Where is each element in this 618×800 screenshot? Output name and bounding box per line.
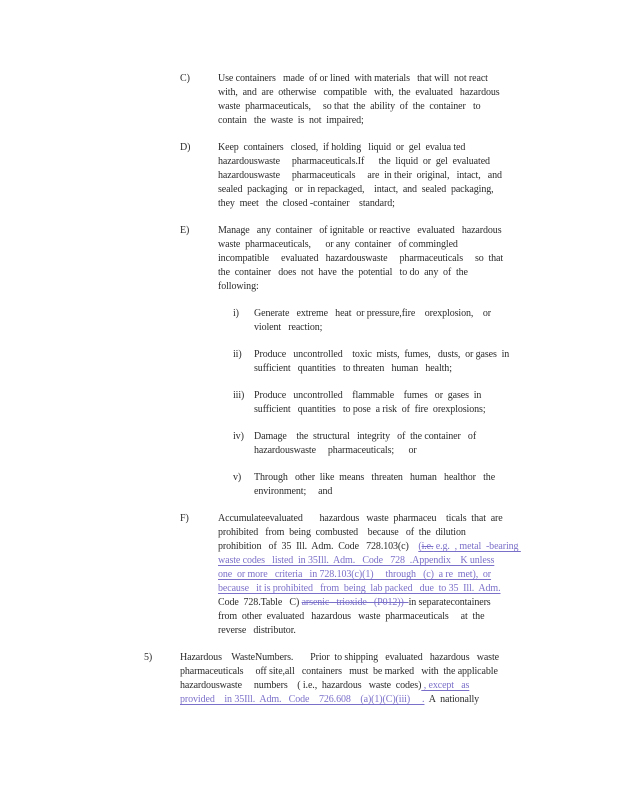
text-line — [218, 141, 502, 155]
item-body — [254, 307, 491, 335]
text-line — [180, 651, 499, 665]
item-label: E) — [180, 225, 190, 236]
item-label: i) — [233, 308, 239, 319]
inserted-text: because it is prohibited from being lab packed due to 35 Ill. Adm. — [218, 583, 501, 594]
text-run: Damage the structural integrity of the container of — [254, 431, 477, 442]
text-line — [254, 471, 495, 485]
text-run: from other evaluated hazardous waste pharmaceuticals at the — [218, 611, 485, 622]
item-iii — [233, 389, 618, 417]
item-label: F) — [180, 513, 189, 524]
inserted-text: e.g. , metal -bearing — [433, 541, 521, 552]
item-iv — [233, 430, 618, 458]
text-line — [254, 403, 486, 417]
item-body — [218, 72, 500, 128]
inserted-deleted-text: i.e. — [421, 541, 434, 552]
text-run: waste pharmaceuticals, or any container of commingled — [218, 239, 458, 250]
text-line — [218, 568, 521, 582]
text-run: sufficient quantities to pose a risk of fire orexplosions; — [254, 404, 486, 415]
text-line — [218, 238, 503, 252]
text-run: Accumulateevaluated hazardous waste pharmaceu ticals that are — [218, 513, 503, 524]
item-body — [254, 430, 476, 458]
item-D — [180, 141, 618, 211]
text-run: Manage any container of ignitable or reactive evaluated hazardous — [218, 225, 502, 236]
text-run: hazardouswaste numbers ( i.e., hazardous waste codes) — [180, 680, 422, 691]
item-F — [180, 512, 618, 638]
item-C — [180, 72, 618, 128]
item-label: D) — [180, 142, 191, 153]
text-line — [218, 526, 521, 540]
item-label: iv) — [233, 431, 244, 442]
item-5 — [144, 651, 618, 707]
text-run: sufficient quantities to threaten human health; — [254, 363, 452, 374]
item-body — [254, 389, 486, 417]
text-line — [254, 389, 486, 403]
text-run: sealed packaging or in repackaged, intact, and sealed packaging, — [218, 184, 494, 195]
text-line — [218, 100, 500, 114]
item-body — [254, 348, 509, 376]
text-run: Keep containers closed, if holding liquid or gel evalua ted — [218, 142, 466, 153]
inserted-text: provided in 35Ill. Adm. Code 726.608 (a)(1)(C)(iii) . — [180, 694, 425, 705]
item-body — [218, 512, 521, 638]
text-line — [218, 280, 503, 294]
text-line — [218, 155, 502, 169]
text-line — [180, 665, 499, 679]
text-line — [254, 485, 495, 499]
text-line — [218, 183, 502, 197]
text-run: with, and are otherwise compatible with, the evaluated hazardous — [218, 87, 500, 98]
item-label: ii) — [233, 349, 242, 360]
item-ii — [233, 348, 618, 376]
text-line — [254, 348, 509, 362]
text-run: violent reaction; — [254, 322, 323, 333]
item-label: iii) — [233, 390, 245, 401]
text-line — [218, 252, 503, 266]
inserted-text: waste codes listed in 35Ill. Adm. Code 728 .Appendix K unless — [218, 555, 495, 566]
text-line — [254, 321, 491, 335]
item-label: 5) — [144, 652, 153, 663]
text-run: following: — [218, 281, 259, 292]
text-line — [218, 610, 521, 624]
text-line — [254, 362, 509, 376]
text-line — [218, 72, 500, 86]
text-run: prohibited from being combusted because of the dilution — [218, 527, 466, 538]
text-run: pharmaceuticals off site,all containers must be marked with the applicable — [180, 666, 498, 677]
text-run: Code 728.Table C) — [218, 597, 302, 608]
item-v — [233, 471, 618, 499]
item-i — [233, 307, 618, 335]
text-line — [180, 679, 499, 693]
text-run: the container does not have the potential to do any of the — [218, 267, 468, 278]
text-line — [218, 512, 521, 526]
item-E — [180, 224, 618, 294]
text-run: environment; and — [254, 486, 333, 497]
text-line — [218, 86, 500, 100]
text-run: Produce uncontrolled toxic mists, fumes, dusts, or gases in — [254, 349, 510, 360]
text-run: hazardouswaste pharmaceuticals.If the liquid or gel evaluated — [218, 156, 490, 167]
text-line — [218, 266, 503, 280]
text-run: prohibition of 35 Ill. Adm. Code 728.103(c) — [218, 541, 419, 552]
text-run: hazardouswaste pharmaceuticals are in their original, intact, and — [218, 170, 502, 181]
inserted-text: ( — [418, 541, 422, 552]
text-line — [218, 114, 500, 128]
text-run: Through other like means threaten human healthor the — [254, 472, 496, 483]
item-label: v) — [233, 472, 242, 483]
text-line — [180, 693, 499, 707]
text-run: A nationally — [424, 694, 480, 705]
text-run: reverse distributor. — [218, 625, 296, 636]
text-line — [218, 540, 521, 554]
text-line — [218, 582, 521, 596]
text-line — [218, 554, 521, 568]
text-run: Use containers made of or lined with materials that will not react — [218, 73, 488, 84]
item-label: C) — [180, 73, 190, 84]
text-run: Hazardous WasteNumbers. Prior to shipping evaluated hazardous waste — [180, 652, 499, 663]
text-line — [254, 307, 491, 321]
text-line — [254, 444, 476, 458]
text-line — [218, 596, 521, 610]
text-run: they meet the closed -container standard; — [218, 198, 395, 209]
inserted-text: one or more criteria in 728.103(c)(1) through (c) a re met), or — [218, 569, 492, 580]
text-line — [218, 197, 502, 211]
item-body — [218, 141, 502, 211]
deleted-text: arsenic trioxide (P012)) — [301, 597, 409, 608]
text-run: waste pharmaceuticals, so that the ability of the container to — [218, 101, 481, 112]
inserted-text: , except as — [421, 680, 470, 691]
text-line — [218, 224, 503, 238]
item-body — [218, 224, 503, 294]
text-run: incompatible evaluated hazardouswaste pharmaceuticals so that — [218, 253, 504, 264]
text-run: Generate extreme heat or pressure,fire orexplosion, or — [254, 308, 492, 319]
text-run: in separatecontainers — [408, 597, 491, 608]
item-body — [254, 471, 495, 499]
text-run: Produce uncontrolled flammable fumes or gases in — [254, 390, 482, 401]
text-line — [218, 624, 521, 638]
text-run: contain the waste is not impaired; — [218, 115, 364, 126]
text-line — [218, 169, 502, 183]
text-line — [254, 430, 476, 444]
item-body — [180, 651, 499, 707]
text-run: hazardouswaste pharmaceuticals; or — [254, 445, 417, 456]
